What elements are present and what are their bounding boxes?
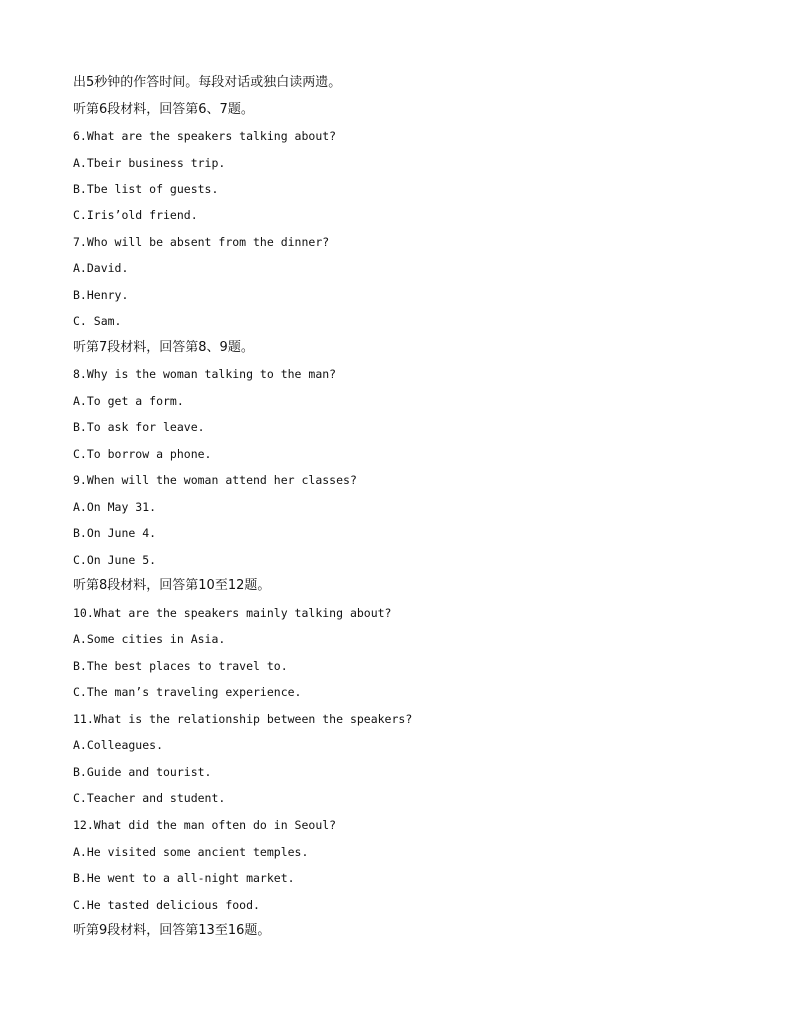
question-9: 9.When will the woman attend her classes? bbox=[73, 473, 357, 487]
q8-option-c: C.To borrow a phone. bbox=[73, 447, 212, 461]
q8-option-a: A.To get a form. bbox=[73, 394, 184, 408]
q7-option-b: B.Henry. bbox=[73, 288, 129, 302]
q6-option-c: C.Iris’old friend. bbox=[73, 208, 198, 222]
q10-option-a: A.Some cities in Asia. bbox=[73, 632, 226, 646]
q9-option-c: C.On June 5. bbox=[73, 553, 157, 567]
q6-option-b: B.Tbe list of guests. bbox=[73, 182, 219, 196]
q8-option-b: B.To ask for leave. bbox=[73, 420, 205, 434]
question-6: 6.What are the speakers talking about? bbox=[73, 129, 337, 143]
q12-option-b: B.He went to a all-night market. bbox=[73, 871, 295, 885]
q7-option-c: C. Sam. bbox=[73, 314, 122, 328]
q11-option-a: A.Colleagues. bbox=[73, 738, 164, 752]
question-8: 8.Why is the woman talking to the man? bbox=[73, 367, 337, 381]
q12-option-c: C.He tasted delicious food. bbox=[73, 898, 260, 912]
section-heading-9: 听第9段材料，回答第13至16题。 bbox=[73, 923, 271, 938]
q11-option-c: C.Teacher and student. bbox=[73, 791, 226, 805]
q6-option-a: A.Tbeir business trip. bbox=[73, 156, 226, 170]
section-heading-8: 听第8段材料，回答第10至12题。 bbox=[73, 578, 271, 593]
question-7: 7.Who will be absent from the dinner? bbox=[73, 235, 330, 249]
q11-option-b: B.Guide and tourist. bbox=[73, 765, 212, 779]
q12-option-a: A.He visited some ancient temples. bbox=[73, 845, 309, 859]
question-10: 10.What are the speakers mainly talking about? bbox=[73, 606, 392, 620]
q9-option-b: B.On June 4. bbox=[73, 526, 157, 540]
question-11: 11.What is the relationship between the speakers? bbox=[73, 712, 413, 726]
q9-option-a: A.On May 31. bbox=[73, 500, 157, 514]
q10-option-c: C.The man’s traveling experience. bbox=[73, 685, 302, 699]
q10-option-b: B.The best places to travel to. bbox=[73, 659, 288, 673]
section-heading-7: 听第7段材料，回答第8、9题。 bbox=[73, 340, 254, 355]
q7-option-a: A.David. bbox=[73, 261, 129, 275]
instruction-text: 出5秒钟的作答时间。每段对话或独白读两遗。 bbox=[73, 75, 342, 90]
section-heading-6: 听第6段材料，回答第6、7题。 bbox=[73, 102, 254, 117]
question-12: 12.What did the man often do in Seoul? bbox=[73, 818, 337, 832]
